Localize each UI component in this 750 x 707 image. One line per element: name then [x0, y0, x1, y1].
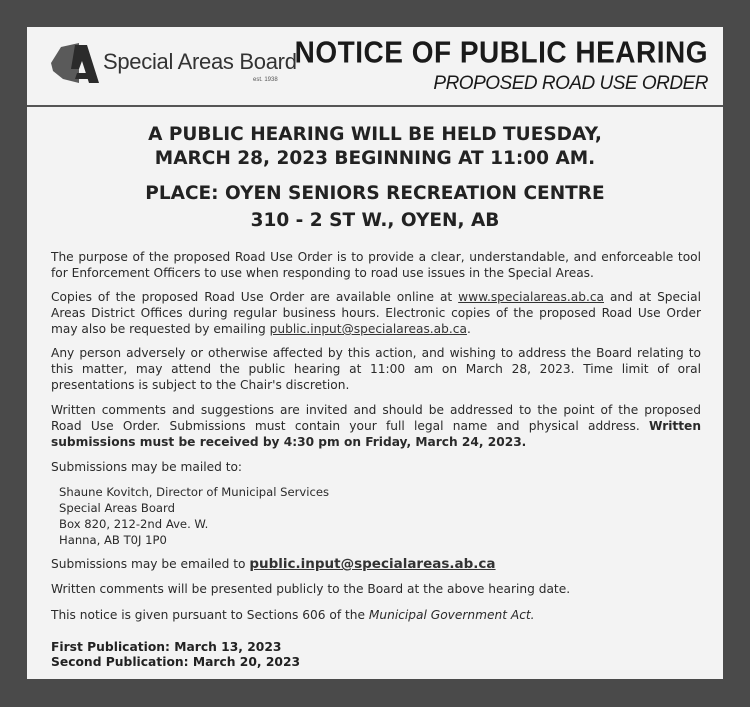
- website-link[interactable]: www.specialareas.ab.ca: [458, 290, 604, 304]
- place-line-1: PLACE: OYEN SENIORS RECREATION CENTRE: [145, 183, 605, 204]
- affected-paragraph: Any person adversely or otherwise affected by this action, and wishing to address the Board relating to this matter, may attend the public hearing at 11:00 am on March 28, 2023. Time limit of oral presentations is subject to the Chair's discretion.: [51, 346, 701, 392]
- address-line: Special Areas Board: [59, 501, 175, 515]
- mailing-address: [59, 484, 329, 548]
- org-name: Special Areas Board: [103, 49, 297, 74]
- pursuant-paragraph: This notice is given pursuant to Sections 606 of the Municipal Government Act.: [51, 608, 535, 622]
- purpose-paragraph: The purpose of the proposed Road Use Order is to provide a clear, understandable, and enforceable tool for Enforcement Officers to use when responding to road use issues in the Special Areas.: [51, 250, 701, 280]
- headline-line-1: A PUBLIC HEARING WILL BE HELD TUESDAY,: [148, 124, 602, 145]
- email-paragraph: Submissions may be emailed to public.input@specialareas.ab.ca: [51, 556, 496, 572]
- submission-email-link[interactable]: public.input@specialareas.ab.ca: [249, 556, 496, 572]
- header: [27, 27, 723, 97]
- notice-title: NOTICE OF PUBLIC HEARING: [294, 35, 708, 70]
- headline-line-2: MARCH 28, 2023 BEGINNING AT 11:00 AM.: [154, 148, 596, 169]
- header-divider: [27, 105, 723, 107]
- first-publication: First Publication: March 13, 2023: [51, 640, 282, 654]
- notice-subtitle: PROPOSED ROAD USE ORDER: [433, 73, 708, 94]
- logo-mark-icon: [49, 39, 101, 87]
- address-line: Box 820, 212-2nd Ave. W.: [59, 517, 209, 531]
- email-link[interactable]: public.input@specialareas.ab.ca: [269, 322, 467, 336]
- notice: [27, 27, 723, 679]
- second-publication: Second Publication: March 20, 2023: [51, 655, 301, 669]
- comments-paragraph: Written comments and suggestions are invited and should be addressed to the point of the proposed Road Use Order. Submissions must contain your full legal name and physical address. Written submissions must be received by 4:30 pm on Friday, March 24, 2023.: [51, 403, 701, 449]
- address-line: Shaune Kovitch, Director of Municipal Services: [59, 485, 330, 499]
- deadline-text: Written submissions must be received by 4:30 pm on Friday, March 24, 2023.: [51, 419, 701, 449]
- mail-paragraph: Submissions may be mailed to:: [51, 460, 243, 474]
- est-label: est. 1938: [253, 77, 278, 83]
- special-areas-logo: [49, 39, 309, 91]
- public-comments-paragraph: Written comments will be presented publicly to the Board at the above hearing date.: [51, 582, 571, 596]
- place-line-2: 310 - 2 ST W., OYEN, AB: [250, 210, 500, 231]
- copies-paragraph: Copies of the proposed Road Use Order are available online at www.specialareas.ab.ca and at Special Areas District Offices during regular business hours. Electronic copies of the proposed Road Use Order may also be requested by emailing public.input@specialareas.ab.ca.: [51, 290, 701, 336]
- address-line: Hanna, AB T0J 1P0: [59, 533, 167, 547]
